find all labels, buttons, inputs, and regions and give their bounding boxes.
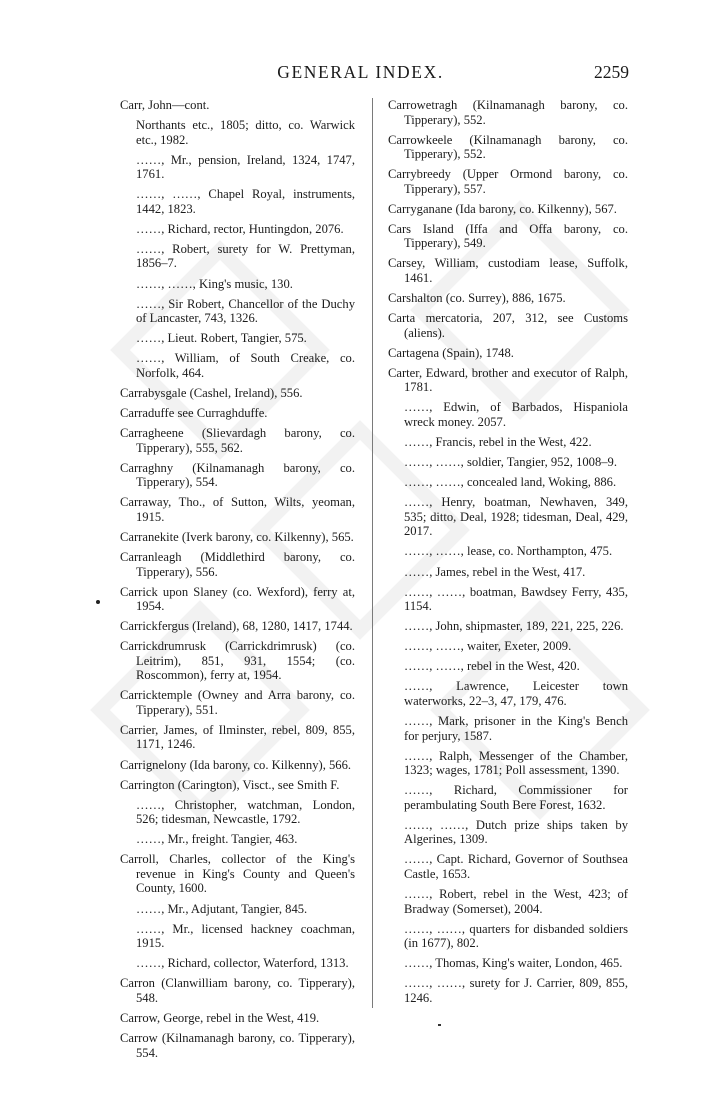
index-subentry: ……, Lieut. Robert, Tangier, 575.: [136, 331, 307, 346]
index-subentry: ……, Lawrence, Leicester town waterworks, 22–3, 47, 179, 476.: [404, 679, 628, 708]
index-subentry: ……, Richard, rector, Huntingdon, 2076.: [136, 221, 344, 236]
index-entry: Carroll, Charles, collector of the King's revenue in King's County and Queen's County, 1600.: [120, 852, 355, 896]
index-subentry: ……, Mr., pension, Ireland, 1324, 1747, 1761.: [136, 152, 355, 182]
index-entry: Carrick upon Slaney (co. Wexford), ferry at, 1954.: [120, 584, 355, 614]
index-subentry: ……, Sir Robert, Chancellor of the Duchy of Lancaster, 743, 1326.: [136, 296, 355, 326]
page-header: [0, 62, 721, 86]
index-subentry: ……, William, of South Creake, co. Norfolk, 464.: [136, 351, 355, 380]
index-entry: Carranleagh (Middlethird barony, co. Tipperary), 556.: [120, 550, 355, 579]
index-subentry: ……, Mark, prisoner in the King's Bench for perjury, 1587.: [404, 714, 628, 743]
index-entry: Carrow (Kilnamanagh barony, co. Tipperary), 554.: [120, 1031, 355, 1060]
index-subentry: ……, Mr., Adjutant, Tangier, 845.: [136, 901, 308, 916]
index-subentry: ……, ……, Dutch prize ships taken by Algerines, 1309.: [404, 817, 628, 847]
index-entry: Carrington (Carington), Visct., see Smith F.: [120, 777, 340, 792]
right-column: [388, 98, 628, 1011]
index-entry: Carragheene (Slievardagh barony, co. Tipperary), 555, 562.: [120, 426, 355, 455]
index-entry: Cars Island (Iffa and Offa barony, co. Tipperary), 549.: [388, 221, 628, 251]
left-column: [120, 98, 355, 1066]
index-subentry: ……, Richard, Commissioner for perambulating South Bere Forest, 1632.: [404, 783, 628, 812]
index-entry: Carr, John—cont.: [120, 98, 210, 112]
index-subentry: ……, ……, waiter, Exeter, 2009.: [404, 639, 572, 654]
index-subentry: ……, ……, lease, co. Northampton, 475.: [404, 544, 613, 559]
index-entry: Carrow, George, rebel in the West, 419.: [120, 1010, 320, 1025]
index-subentry: ……, Mr., freight. Tangier, 463.: [136, 832, 298, 847]
index-subentry: ……, Henry, boatman, Newhaven, 349, 535; ditto, Deal, 1928; tidesman, Deal, 429, 2017.: [404, 495, 628, 539]
index-subentry: ……, Thomas, King's waiter, London, 465.: [404, 956, 623, 971]
index-entry: Carricktemple (Owney and Arra barony, co. Tipperary), 551.: [120, 688, 355, 717]
index-subentry: ……, ……, rebel in the West, 420.: [404, 659, 580, 674]
index-subentry: ……, Robert, surety for W. Prettyman, 1856–7.: [136, 241, 355, 271]
running-title: GENERAL INDEX.: [277, 62, 444, 82]
index-entry: Carraghny (Kilnamanagh barony, co. Tipperary), 554.: [120, 460, 355, 490]
index-subentry: ……, ……, surety for J. Carrier, 809, 855, 1246.: [404, 976, 628, 1005]
index-subentry: ……, ……, boatman, Bawdsey Ferry, 435, 1154.: [404, 584, 628, 614]
index-subentry: ……, Francis, rebel in the West, 422.: [404, 435, 592, 450]
index-entry: Carrier, James, of Ilminster, rebel, 809, 855, 1171, 1246.: [120, 722, 355, 752]
index-subentry: ……, ……, concealed land, Woking, 886.: [404, 475, 617, 490]
index-subentry: ……, Richard, collector, Waterford, 1313.: [136, 956, 349, 971]
index-subentry: ……, ……, quarters for disbanded soldiers (in 1677), 802.: [404, 921, 628, 951]
index-entry: Carron (Clanwilliam barony, co. Tipperary), 548.: [120, 976, 355, 1005]
index-subentry: ……, James, rebel in the West, 417.: [404, 564, 586, 579]
index-entry: Carrowkeele (Kilnamanagh barony, co. Tipperary), 552.: [388, 132, 628, 162]
index-subentry: ……, Ralph, Messenger of the Chamber, 1323; wages, 1781; Poll assessment, 1390.: [404, 748, 628, 778]
index-entry: Carrowetragh (Kilnamanagh barony, co. Tipperary), 552.: [388, 98, 628, 127]
index-entry: Carrybreedy (Upper Ormond barony, co. Tipperary), 557.: [388, 167, 628, 196]
index-subentry: ……, ……, soldier, Tangier, 952, 1008–9.: [404, 455, 617, 470]
index-subentry: ……, John, shipmaster, 189, 221, 225, 226.: [404, 619, 624, 634]
index-subentry: ……, ……, King's music, 130.: [136, 276, 293, 291]
index-entry: Carsey, William, custodiam lease, Suffolk, 1461.: [388, 256, 628, 285]
index-subentry: ……, Edwin, of Barbados, Hispaniola wreck money. 2057.: [404, 400, 628, 429]
index-subentry: Northants etc., 1805; ditto, co. Warwick etc., 1982.: [136, 118, 355, 147]
index-entry: Carrabysgale (Cashel, Ireland), 556.: [120, 385, 303, 400]
index-subentry: ……, ……, Chapel Royal, instruments, 1442, 1823.: [136, 187, 355, 216]
index-subentry: ……, Christopher, watchman, London, 526; tidesman, Newcastle, 1792.: [136, 797, 355, 827]
index-subentry: ……, Mr., licensed hackney coachman, 1915.: [136, 921, 355, 951]
column-rule: [372, 98, 373, 1008]
index-entry: Carraway, Tho., of Sutton, Wilts, yeoman, 1915.: [120, 495, 355, 524]
index-entry: Carta mercatoria, 207, 312, see Customs (aliens).: [388, 311, 628, 340]
footer-mark: [438, 1024, 441, 1026]
index-entry: Carrickfergus (Ireland), 68, 1280, 1417, 1744.: [120, 619, 353, 634]
index-entry: Carrickdrumrusk (Carrickdrimrusk) (co. Leitrim), 851, 931, 1554; (co. Roscommon), ferry at, 1954.: [120, 639, 355, 683]
page-number: 2259: [594, 62, 629, 82]
index-subentry: ……, Capt. Richard, Governor of Southsea Castle, 1653.: [404, 852, 628, 881]
index-entry: Carraduffe see Curraghduffe.: [120, 406, 268, 421]
index-entry: Carryganane (Ida barony, co. Kilkenny), 567.: [388, 201, 617, 216]
index-subentry: ……, Robert, rebel in the West, 423; of Bradway (Somerset), 2004.: [404, 887, 628, 916]
index-entry: Carranekite (Iverk barony, co. Kilkenny), 565.: [120, 529, 354, 544]
index-entry: Carter, Edward, brother and executor of Ralph, 1781.: [388, 365, 628, 395]
index-entry: Cartagena (Spain), 1748.: [388, 345, 514, 360]
index-entry: Carshalton (co. Surrey), 886, 1675.: [388, 291, 566, 306]
margin-dot: [96, 600, 100, 604]
index-entry: Carrignelony (Ida barony, co. Kilkenny), 566.: [120, 757, 352, 772]
